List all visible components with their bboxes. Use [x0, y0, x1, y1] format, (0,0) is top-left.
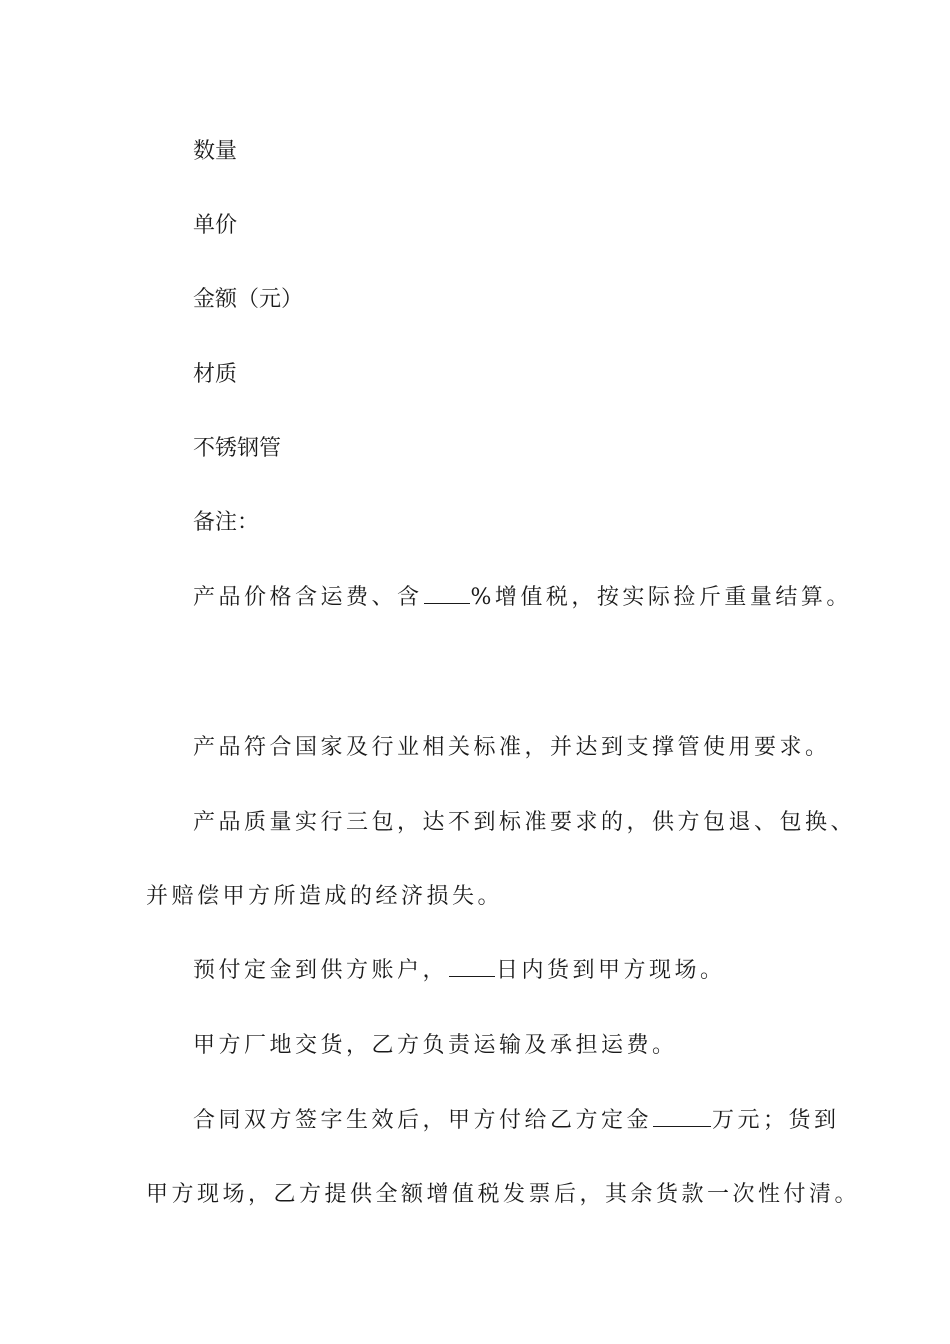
payment-after: 万元；货到: [712, 1108, 840, 1133]
text-stainless-pipe: 不锈钢管: [193, 436, 282, 461]
paragraph-payment-line2: 甲方现场，乙方提供全额增值税发票后，其余货款一次性付清。: [146, 1182, 861, 1207]
paragraph-transport: 甲方厂地交货，乙方负责运输及承担运费。: [193, 1033, 678, 1058]
text-amount: 金额（元）: [193, 287, 304, 312]
paragraph-standards: 产品符合国家及行业相关标准，并达到支撑管使用要求。: [193, 735, 831, 760]
paragraph-warranty-line2: 并赔偿甲方所造成的经济损失。: [146, 884, 504, 909]
deposit-amount-blank: [653, 1106, 711, 1127]
delivery-days-blank: [449, 956, 495, 977]
vat-rate-blank: [424, 583, 470, 604]
paragraph-deposit-delivery: [193, 956, 726, 986]
deposit-delivery-after: 日内货到甲方现场。: [496, 958, 726, 983]
deposit-delivery-before: 预付定金到供方账户，: [193, 958, 449, 983]
price-terms-before: 产品价格含运费、含: [193, 585, 423, 610]
text-remarks-label: 备注：: [193, 510, 260, 535]
price-terms-after: %增值税，按实际捡斤重量结算。: [470, 585, 852, 610]
paragraph-price-terms: [193, 583, 852, 613]
paragraph-payment-line1: [193, 1106, 840, 1136]
text-unit-price: 单价: [193, 213, 238, 238]
text-material: 材质: [193, 362, 238, 387]
text-quantity: 数量: [193, 139, 238, 164]
paragraph-warranty-line1: 产品质量实行三包，达不到标准要求的，供方包退、包换、: [193, 810, 857, 835]
payment-before: 合同双方签字生效后，甲方付给乙方定金: [193, 1108, 653, 1133]
